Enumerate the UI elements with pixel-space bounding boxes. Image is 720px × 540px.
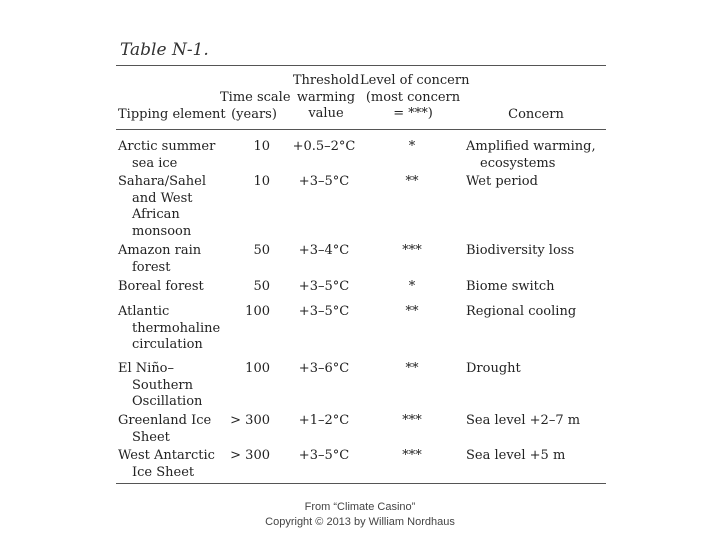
cell-time-scale: > 300 bbox=[230, 413, 270, 428]
cell-level-of-concern: *** bbox=[402, 413, 422, 428]
cell-element: Arctic summer sea ice bbox=[118, 139, 216, 171]
cell-concern: Sea level +2–7 m bbox=[466, 413, 581, 428]
cell-time-scale: 100 bbox=[245, 361, 270, 376]
table-bottom-rule bbox=[116, 483, 606, 484]
cell-level-of-concern: ** bbox=[405, 174, 419, 189]
cell-concern: Drought bbox=[466, 361, 521, 376]
table-top-rule bbox=[116, 65, 606, 66]
cell-threshold: +3–4°C bbox=[298, 243, 350, 258]
cell-element: El Niño–Southern Oscillation bbox=[118, 361, 203, 409]
cell-element: Amazon rain forest bbox=[118, 243, 202, 275]
cell-threshold: +0.5–2°C bbox=[292, 139, 356, 154]
cell-level-of-concern: *** bbox=[402, 243, 422, 258]
cell-concern: Amplified warming, ecosystems bbox=[466, 139, 596, 171]
cell-time-scale: 50 bbox=[253, 243, 270, 258]
cell-time-scale: 10 bbox=[253, 139, 270, 154]
cell-threshold: +1–2°C bbox=[298, 413, 350, 428]
table-title: Table N-1. bbox=[120, 40, 209, 60]
header-tipping-element: Tipping element bbox=[118, 107, 226, 122]
table-header-rule bbox=[116, 129, 606, 130]
cell-element: Sahara/Sahel and West African monsoon bbox=[118, 174, 207, 239]
cell-element: Atlantic thermohaline circulation bbox=[118, 304, 221, 352]
cell-time-scale: > 300 bbox=[230, 448, 270, 463]
cell-element: Boreal forest bbox=[118, 279, 204, 294]
cell-threshold: +3–5°C bbox=[298, 304, 350, 319]
cell-element: West Antarctic Ice Sheet bbox=[118, 448, 215, 480]
cell-level-of-concern: * bbox=[408, 139, 416, 154]
cell-time-scale: 50 bbox=[253, 279, 270, 294]
cell-level-of-concern: ** bbox=[405, 361, 419, 376]
cell-level-of-concern: *** bbox=[402, 448, 422, 463]
cell-concern: Biodiversity loss bbox=[466, 243, 575, 258]
cell-threshold: +3–5°C bbox=[298, 174, 350, 189]
header-concern: Concern bbox=[508, 107, 564, 122]
cell-concern: Regional cooling bbox=[466, 304, 577, 319]
cell-concern: Biome switch bbox=[466, 279, 555, 294]
cell-element: Greenland Ice Sheet bbox=[118, 413, 212, 445]
footer-copyright: Copyright © 2013 by William Nordhaus bbox=[265, 516, 455, 528]
cell-concern: Wet period bbox=[466, 174, 538, 189]
cell-level-of-concern: ** bbox=[405, 304, 419, 319]
cell-time-scale: 10 bbox=[253, 174, 270, 189]
header-threshold: Threshold warming value bbox=[292, 73, 360, 121]
cell-time-scale: 100 bbox=[245, 304, 270, 319]
cell-threshold: +3–6°C bbox=[298, 361, 350, 376]
cell-concern: Sea level +5 m bbox=[466, 448, 566, 463]
footer-source: From “Climate Casino” bbox=[304, 501, 416, 513]
footer-credit bbox=[0, 500, 720, 530]
cell-level-of-concern: * bbox=[408, 279, 416, 294]
header-time-scale: Time scale (years) bbox=[220, 90, 291, 122]
cell-threshold: +3–5°C bbox=[298, 279, 350, 294]
header-level-of-concern: Level of concern (most concern = ***) bbox=[360, 73, 470, 121]
cell-threshold: +3–5°C bbox=[298, 448, 350, 463]
